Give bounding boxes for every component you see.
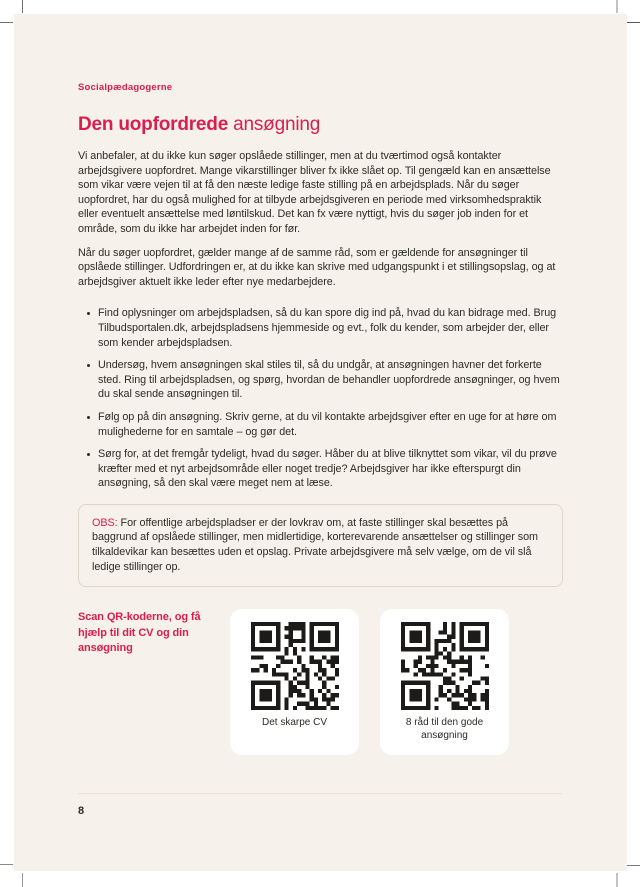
page-number: 8 [78, 805, 85, 817]
qr-section-heading: Scan QR-koderne, og få hjælp til dit CV og din ansøgning [78, 611, 201, 655]
page-content [14, 82, 627, 755]
crop-mark-bottom-right-vertical [616, 873, 618, 887]
qr-caption: Det skarpe CV [261, 717, 328, 729]
qr-section [78, 609, 563, 755]
crop-mark-bottom-right-horizontal [626, 865, 640, 866]
qr-caption: 8 råd til den gode ansøgning [405, 717, 484, 742]
crop-mark-top-right-horizontal [627, 22, 640, 23]
qr-code-icon [251, 622, 339, 710]
page-title-regular: ansøgning [228, 114, 321, 135]
page-sheet [14, 14, 627, 871]
crop-mark-bottom-left-vertical [22, 873, 23, 887]
qr-code-icon [401, 622, 489, 710]
obs-label: OBS: [92, 516, 118, 529]
qr-card-cv [230, 609, 359, 755]
page-title-bold: Den uopfordrede [78, 114, 229, 135]
intro-paragraph: Vi anbefaler, at du ikke kun søger opslåede stillinger, men at du tværtimod også kontakter arbejdsgivere uopfordret. Mange vikarstillinger bliver fx ikke slået op. Til gengæld kan en ansættelse som vikar være vejen til at få den næste ledige faste stilling på en arbejdsplads. Når du søger uopfordret, har du også mulighed for at tilbyde arbejdsgiveren en periode med virksomhedspraktik eller eventuelt ansættelse med løntilskud. Det kan fx være nyttigt, hvis du søger job inden for et område, som du ikke har arbejdet inden for før. [78, 150, 551, 235]
list-item: Find oplysninger om arbejdspladsen, så du kan spore dig ind på, hvad du kan bidrage med. Brug Tilbudsportalen.dk, arbejdspladsens hjemmeside og evt., folk du kender, som arbejder der, eller som kender arbejdspladsen. [78, 306, 563, 350]
crop-mark-top-right-vertical [616, 0, 618, 13]
list-item: Undersøg, hvem ansøgningen skal stiles til, så du undgår, at ansøgningen havner det forkerte sted. Ring til arbejdspladsen, og spørg, hvordan de behandler uopfordrede ansøgninger, og hvem du skal sende ansøgningen til. [78, 358, 563, 402]
obs-callout-box [78, 504, 563, 587]
brand-kicker: Socialpædagogerne [78, 82, 173, 93]
footer-divider [78, 793, 562, 794]
list-item: Følg op på din ansøgning. Skriv gerne, at du vil kontakte arbejdsgiver efter en uge for at høre om mulighederne for en samtale – og gør det. [78, 410, 563, 439]
qr-card-application [380, 609, 509, 755]
crop-mark-top-left-horizontal [0, 22, 13, 23]
crop-mark-top-left-vertical [22, 0, 23, 13]
advice-list [78, 306, 563, 491]
obs-text: For offentlige arbejdspladser er der lovkrav om, at faste stillinger skal besættes på baggrund af opslåede stillinger, men midlertidige, korterevarende ansættelser og stillinger som tilkaldevikar kan besættes uden et opslag. Private arbejdsgivere må selv vælge, om de vil slå ledige stillinger op. [92, 516, 538, 573]
second-paragraph: Når du søger uopfordret, gælder mange af de samme råd, som er gældende for ansøgninger til opslåede stillinger. Udfordringen er, at du ikke kan skrive med udgangspunkt i et stillingsopslag, og at arbejdsgiver aktuelt ikke leder efter nye medarbejdere. [78, 246, 556, 288]
page-title [78, 114, 563, 136]
list-item: Sørg for, at det fremgår tydeligt, hvad du søger. Håber du at blive tilknyttet som vikar, vil du prøve kræfter med et nyt arbejdsområde eller noget tredje? Arbejdsgiver har ikke efterspurgt din ansøgning, så den skal være meget nem at læse. [78, 447, 563, 491]
crop-mark-bottom-left-horizontal [0, 864, 13, 865]
